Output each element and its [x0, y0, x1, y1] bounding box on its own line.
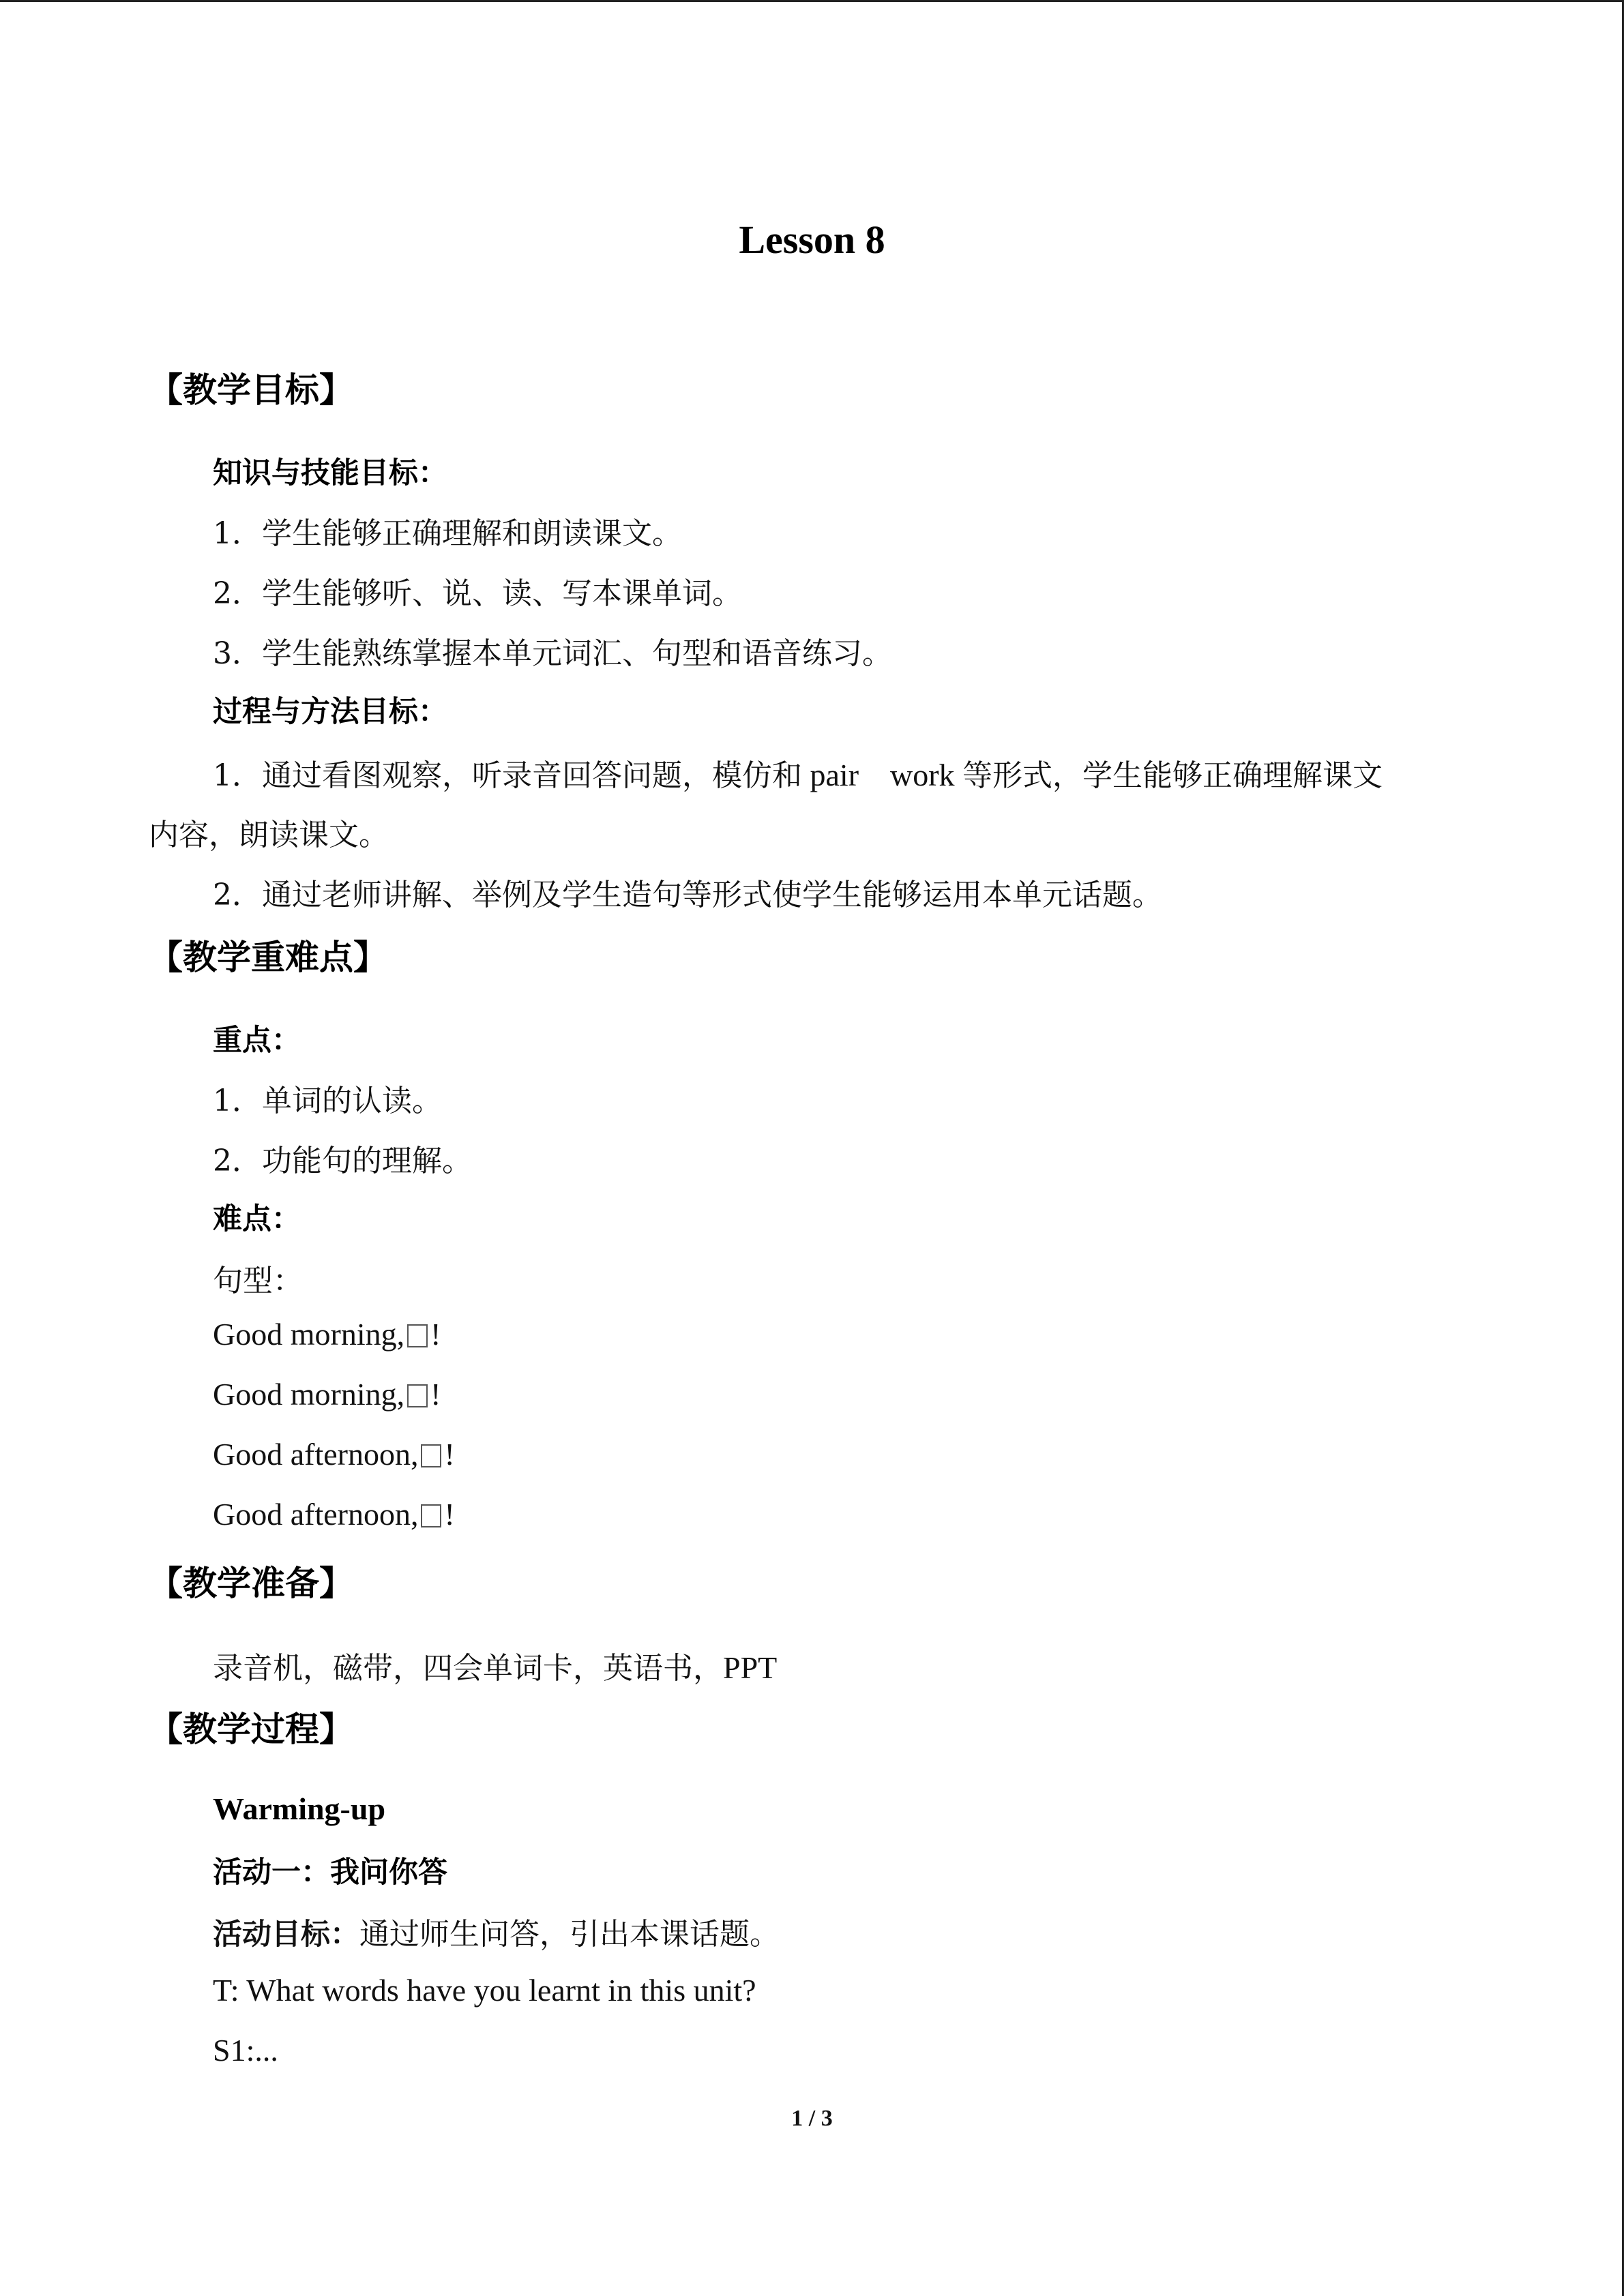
pattern-text: Good morning,: [213, 1377, 405, 1412]
blank-box: [407, 1324, 428, 1347]
pattern-end: !: [430, 1377, 441, 1412]
warmup-heading: Warming-up: [213, 1791, 386, 1826]
pattern-text: Good morning,: [213, 1317, 405, 1352]
pattern-text: Good afternoon,: [213, 1497, 419, 1532]
activity-1-heading: 活动一：我问你答: [213, 1855, 447, 1890]
section-heading-objectives: 【教学目标】: [149, 370, 353, 410]
section-heading-preparation: 【教学准备】: [149, 1564, 353, 1603]
activity-goal-label: 活动目标：: [213, 1918, 359, 1952]
pattern-end: !: [430, 1317, 441, 1352]
preparation-text-cn: 录音机，磁带，四会单词卡，英语书，: [213, 1651, 723, 1686]
section-heading-key-points: 【教学重难点】: [149, 938, 387, 977]
activity-goal: [213, 1909, 780, 1953]
section-heading-process: 【教学过程】: [149, 1710, 353, 1749]
process-method-item-1-line-2: 内容，朗读课文。: [149, 818, 389, 852]
pattern-line: [213, 1376, 441, 1412]
process-method-item-1-line-1: [213, 750, 1383, 795]
pattern-line: [213, 1436, 455, 1472]
difficulty-heading: 难点：: [213, 1202, 301, 1236]
student-line: S1:...: [213, 2033, 278, 2068]
pattern-line: [213, 1316, 441, 1352]
preparation-text: [213, 1643, 777, 1687]
knowledge-item-3: 3．学生能熟练掌握本单元词汇、句型和语音练习。: [213, 636, 892, 671]
process-method-item-1-text-a: 1．通过看图观察，听录音回答问题，模仿和: [213, 758, 802, 793]
process-method-heading: 过程与方法目标：: [213, 695, 447, 729]
pattern-end: !: [444, 1437, 455, 1472]
knowledge-item-2: 2．学生能够听、说、读、写本课单词。: [213, 576, 742, 611]
pattern-line: [213, 1496, 455, 1532]
process-method-item-2: 2．通过老师讲解、举例及学生造句等形式使学生能够运用本单元话题。: [213, 878, 1162, 912]
blank-box: [407, 1384, 428, 1407]
preparation-text-en: PPT: [723, 1650, 778, 1685]
blank-box: [421, 1504, 441, 1527]
process-method-item-1-english: pair work: [802, 758, 963, 792]
process-method-item-1-text-b: 等形式，学生能够正确理解课文: [962, 758, 1383, 793]
page-border-top: [0, 0, 1624, 2]
activity-goal-text: 通过师生问答，引出本课话题。: [359, 1917, 780, 1952]
pattern-end: !: [444, 1497, 455, 1532]
page-title: Lesson 8: [739, 218, 885, 262]
page-number: 1 / 3: [791, 2106, 833, 2131]
knowledge-heading: 知识与技能目标：: [213, 456, 447, 490]
blank-box: [421, 1444, 441, 1467]
pattern-text: Good afternoon,: [213, 1437, 419, 1472]
focus-item-1: 1．单词的认读。: [213, 1084, 442, 1118]
focus-heading: 重点：: [213, 1024, 301, 1058]
pattern-label: 句型：: [213, 1264, 303, 1298]
teacher-line: T: What words have you learnt in this unit?: [213, 1973, 756, 2008]
focus-item-2: 2．功能句的理解。: [213, 1144, 472, 1178]
knowledge-item-1: 1．学生能够正确理解和朗读课文。: [213, 516, 682, 551]
